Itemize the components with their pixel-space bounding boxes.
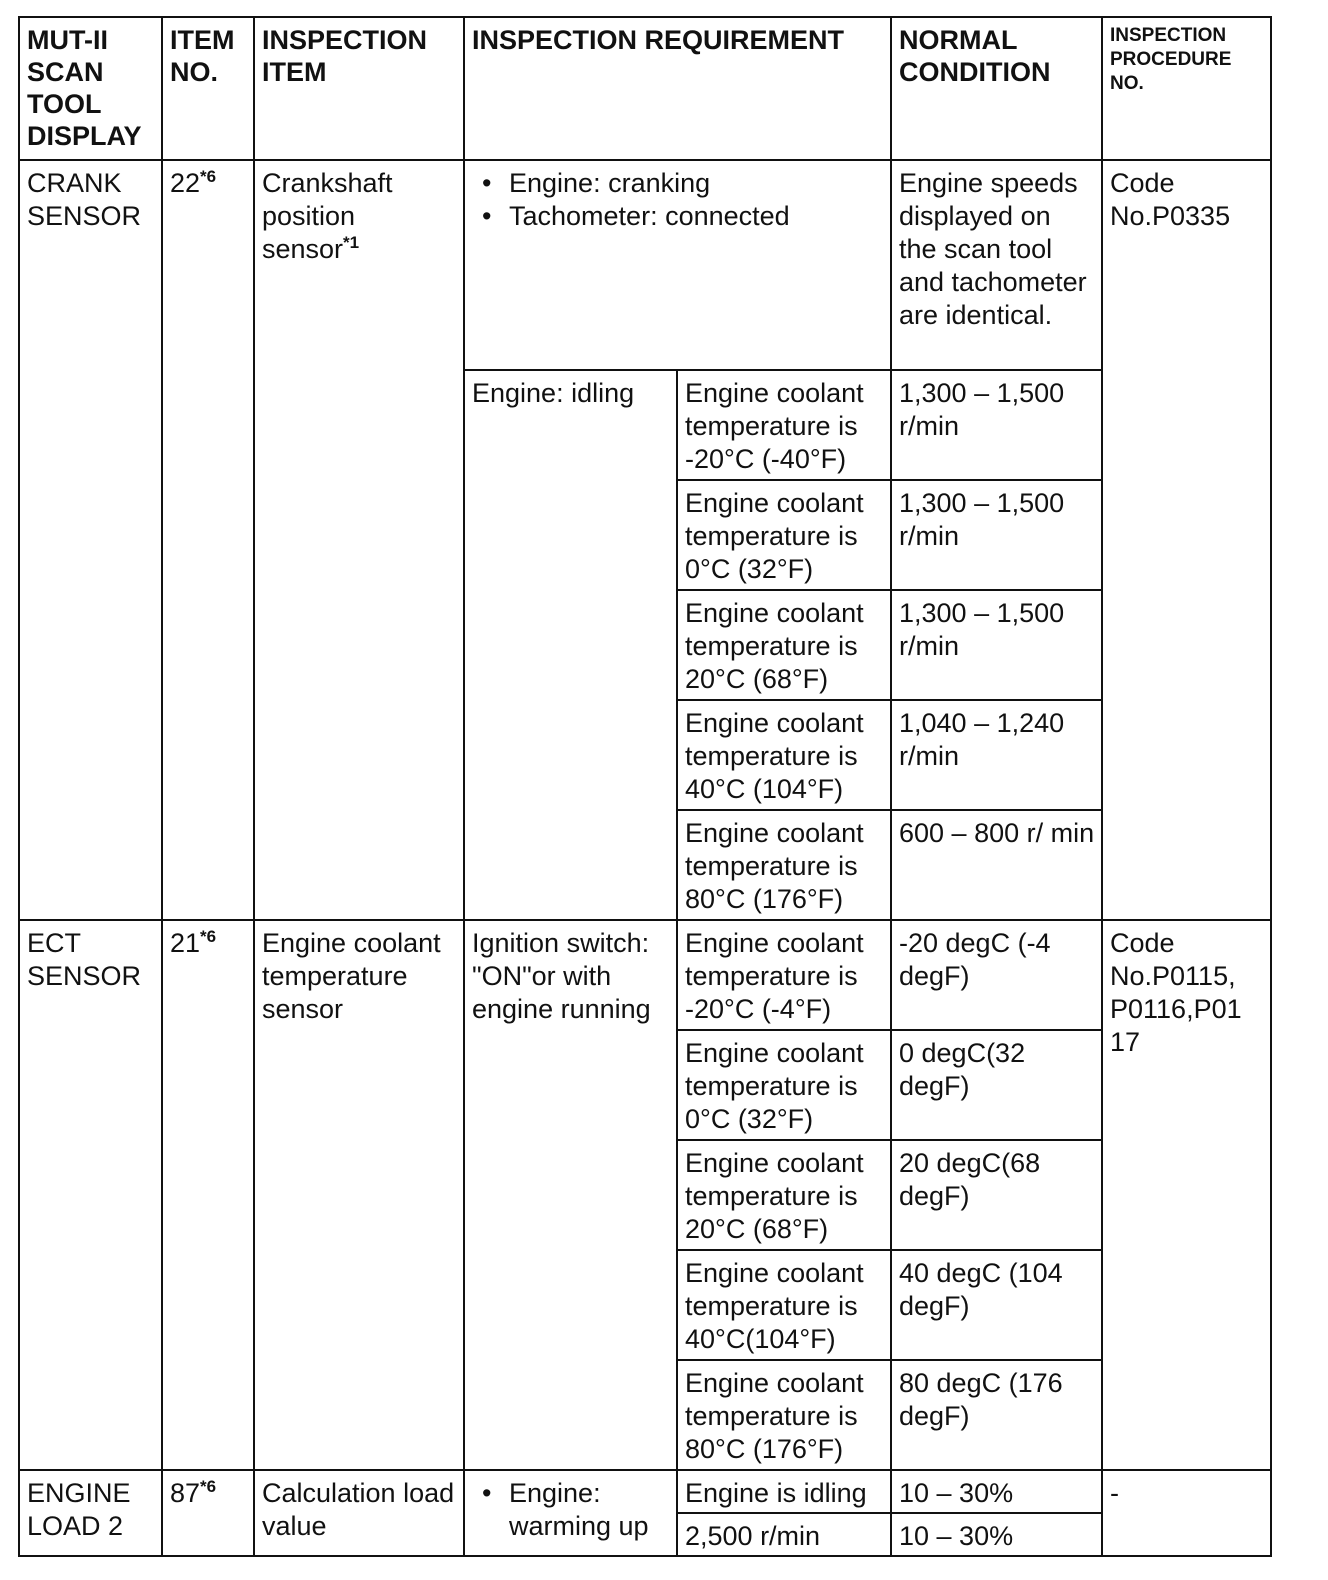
- condition-cell: Engine coolant temperature is 80°C (176°F): [677, 810, 891, 920]
- procedure-cell: Code No.P0115, P0116,P01 17: [1102, 920, 1271, 1470]
- condition-cell: Engine coolant temperature is -20°C (-40°F): [677, 370, 891, 480]
- condition-cell: Engine is idling: [677, 1470, 891, 1513]
- condition-cell: Engine coolant temperature is 40°C (104°F): [677, 700, 891, 810]
- requirement-cell: Engine: idling: [464, 370, 677, 920]
- list-item: • Engine: cranking: [482, 167, 884, 200]
- list-item: • Tachometer: connected: [482, 200, 884, 233]
- item-no-cell: [162, 920, 254, 1470]
- display-cell: CRANK SENSOR: [19, 160, 162, 920]
- item-no-cell: [162, 1470, 254, 1556]
- table-row: [19, 920, 1271, 1030]
- footnote-mark: *1: [343, 233, 360, 252]
- header-normal-condition: NORMAL CONDITION: [891, 17, 1102, 160]
- normal-condition-cell: 20 degC(68 degF): [891, 1140, 1102, 1250]
- condition-cell: Engine coolant temperature is 20°C (68°F): [677, 1140, 891, 1250]
- table-row: [19, 1470, 1271, 1513]
- normal-condition-cell: 1,300 – 1,500 r/min: [891, 480, 1102, 590]
- normal-condition-cell: 10 – 30%: [891, 1513, 1102, 1556]
- requirement-cell: [464, 1470, 677, 1556]
- normal-condition-cell: 0 degC(32 degF): [891, 1030, 1102, 1140]
- normal-condition-cell: -20 degC (-4 degF): [891, 920, 1102, 1030]
- footnote-mark: *6: [200, 167, 217, 186]
- requirement-cell: Ignition switch: "ON"or with engine running: [464, 920, 677, 1470]
- condition-cell: Engine coolant temperature is 40°C(104°F): [677, 1250, 891, 1360]
- normal-condition-cell: 10 – 30%: [891, 1470, 1102, 1513]
- header-inspection-item: INSPECTION ITEM: [254, 17, 464, 160]
- normal-condition-cell: 1,040 – 1,240 r/min: [891, 700, 1102, 810]
- table-row: [19, 160, 1271, 370]
- item-no: 21: [170, 928, 201, 958]
- header-procedure: INSPECTION PROCEDURE NO.: [1102, 17, 1271, 160]
- condition-cell: Engine coolant temperature is -20°C (-4°F): [677, 920, 891, 1030]
- footnote-mark: *6: [200, 1477, 217, 1496]
- inspection-table: [18, 16, 1272, 1557]
- item-no: 22: [170, 168, 201, 198]
- header-row: [19, 17, 1271, 160]
- inspection-item-cell: Calculation load value: [254, 1470, 464, 1556]
- item-no: 87: [170, 1478, 201, 1508]
- procedure-cell: Code No.P0335: [1102, 160, 1271, 920]
- requirement-list: [472, 167, 884, 233]
- inspection-item-cell: Engine coolant temperature sensor: [254, 920, 464, 1470]
- normal-condition-cell: 80 degC (176 degF): [891, 1360, 1102, 1470]
- list-item: • Engine: warming up: [482, 1477, 670, 1543]
- condition-cell: 2,500 r/min: [677, 1513, 891, 1556]
- procedure-cell: -: [1102, 1470, 1271, 1556]
- normal-condition-cell: 1,300 – 1,500 r/min: [891, 370, 1102, 480]
- header-requirement: INSPECTION REQUIREMENT: [464, 17, 891, 160]
- header-item-no: ITEM NO.: [162, 17, 254, 160]
- inspection-item-cell: [254, 160, 464, 920]
- inspection-item: Crankshaft position sensor: [262, 168, 393, 264]
- display-cell: ECT SENSOR: [19, 920, 162, 1470]
- display-cell: ENGINE LOAD 2: [19, 1470, 162, 1556]
- requirement-cell: [464, 160, 891, 370]
- normal-condition-cell: 1,300 – 1,500 r/min: [891, 590, 1102, 700]
- condition-cell: Engine coolant temperature is 0°C (32°F): [677, 480, 891, 590]
- requirement-list: [472, 1477, 670, 1543]
- condition-cell: Engine coolant temperature is 80°C (176°F): [677, 1360, 891, 1470]
- header-display: MUT-II SCAN TOOL DISPLAY: [19, 17, 162, 160]
- normal-condition-cell: Engine speeds displayed on the scan tool and tachometer are identical.: [891, 160, 1102, 370]
- condition-cell: Engine coolant temperature is 0°C (32°F): [677, 1030, 891, 1140]
- normal-condition-cell: 40 degC (104 degF): [891, 1250, 1102, 1360]
- footnote-mark: *6: [200, 927, 217, 946]
- item-no-cell: [162, 160, 254, 920]
- condition-cell: Engine coolant temperature is 20°C (68°F): [677, 590, 891, 700]
- normal-condition-cell: 600 – 800 r/ min: [891, 810, 1102, 920]
